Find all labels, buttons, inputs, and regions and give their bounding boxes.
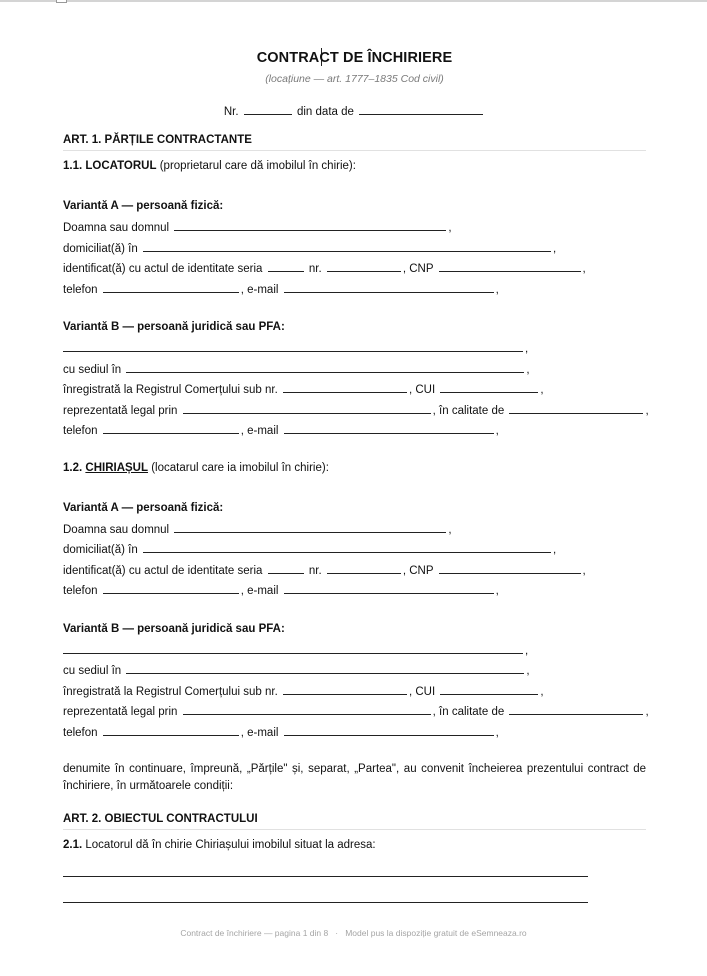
locator-a-idnr-blank[interactable] [327, 260, 401, 272]
chirias-b-company-line [63, 642, 528, 658]
locator-b-email-blank[interactable] [284, 422, 494, 434]
locator-a-cnp-blank[interactable] [439, 260, 581, 272]
page-top-border [0, 0, 707, 2]
locator-b-registry-blank[interactable] [283, 381, 407, 393]
comma: , [552, 243, 557, 255]
comma: , [495, 585, 499, 597]
capacity-label: , în calitate de [432, 405, 505, 417]
id-label: identificat(ă) cu actul de identitate seria [63, 565, 263, 577]
chirias-b-registry-blank[interactable] [283, 683, 407, 695]
chirias-b-company-blank[interactable] [63, 642, 523, 654]
document-title[interactable]: CONTRACT DE ÎNCHIRIERE [256, 50, 453, 66]
email-label: , e-mail [240, 284, 279, 296]
comma: , [525, 645, 529, 657]
chirias-name: CHIRIAȘUL [85, 462, 149, 474]
comma: , [645, 405, 649, 417]
locator-b-contact-line [63, 422, 499, 438]
capacity-label: , în calitate de [432, 706, 505, 718]
locator-a-email-blank[interactable] [284, 281, 494, 293]
art2-1-text: Locatorul dă în chirie Chiriașului imobilul situat la adresa: [85, 839, 376, 851]
cnp-label: , CNP [402, 565, 434, 577]
phone-label: telefon [63, 284, 98, 296]
locator-variant-b-heading: Variantă B — persoană juridică sau PFA: [63, 321, 285, 333]
chirias-b-registry-line [63, 683, 544, 699]
nr-label: Nr. [223, 106, 239, 118]
date-label: din data de [296, 106, 354, 118]
chirias-a-name-blank[interactable] [174, 521, 446, 533]
art2-heading[interactable]: ART. 2. OBIECTUL CONTRACTULUI [63, 813, 646, 830]
chirias-a-series-blank[interactable] [268, 562, 304, 574]
locator-b-company-line [63, 340, 528, 356]
locator-a-series-blank[interactable] [268, 260, 304, 272]
locator-b-company-blank[interactable] [63, 340, 523, 352]
email-label: , e-mail [240, 727, 279, 739]
art2-1-num: 2.1. [63, 839, 83, 851]
id-label: identificat(ă) cu actul de identitate seria [63, 263, 263, 275]
locator-b-phone-blank[interactable] [103, 422, 239, 434]
nr-label: nr. [308, 263, 322, 275]
locator-b-representative-blank[interactable] [183, 402, 431, 414]
chirias-b-representative-line [63, 703, 649, 719]
art1-heading[interactable]: ART. 1. PĂRȚILE CONTRACTANTE [63, 134, 646, 151]
cui-label: , CUI [408, 686, 436, 698]
comma: , [645, 706, 649, 718]
locator-heading [63, 159, 356, 173]
chirias-a-address-blank[interactable] [143, 541, 551, 553]
cnp-label: , CNP [402, 263, 434, 275]
art2-1-line [63, 838, 376, 852]
locator-b-cui-blank[interactable] [440, 381, 538, 393]
cui-label: , CUI [408, 384, 436, 396]
chirias-a-phone-blank[interactable] [103, 582, 239, 594]
chirias-a-id-line [63, 562, 586, 578]
locator-desc: (proprietarul care dă imobilul în chirie): [159, 160, 356, 172]
comma: , [495, 727, 499, 739]
address-blank-2[interactable] [63, 902, 588, 903]
page-footer: Contract de închiriere — pagina 1 din 8 · Model pus la dispoziție gratuit de eSemneaza.ro [180, 928, 527, 938]
chirias-variant-b-heading: Variantă B — persoană juridică sau PFA: [63, 623, 285, 635]
document-subtitle[interactable]: (locațiune — art. 1777–1835 Cod civil) [265, 73, 444, 85]
comma: , [526, 665, 530, 677]
chirias-b-capacity-blank[interactable] [509, 703, 643, 715]
representative-label: reprezentată legal prin [63, 706, 178, 718]
registry-label: înregistrată la Registrul Comerțului sub nr. [63, 686, 278, 698]
locator-variant-a-heading: Variantă A — persoană fizică: [63, 200, 224, 212]
locator-b-representative-line [63, 402, 649, 418]
chirias-a-idnr-blank[interactable] [327, 562, 401, 574]
comma: , [540, 686, 544, 698]
comma: , [582, 565, 586, 577]
chirias-variant-a-heading: Variantă A — persoană fizică: [63, 502, 224, 514]
chirias-b-contact-line [63, 724, 499, 740]
comma: , [582, 263, 586, 275]
locator-b-capacity-blank[interactable] [509, 402, 643, 414]
chirias-a-name-line [63, 521, 452, 537]
locator-a-name-line [63, 219, 452, 235]
locator-name: LOCATORUL [85, 160, 157, 172]
chirias-b-representative-blank[interactable] [183, 703, 431, 715]
locator-b-seat-blank[interactable] [126, 361, 524, 373]
comma: , [526, 364, 530, 376]
comma: , [540, 384, 544, 396]
chirias-b-seat-blank[interactable] [126, 662, 524, 674]
email-label: , e-mail [240, 425, 279, 437]
nr-label: nr. [308, 565, 322, 577]
address-label: domiciliat(ă) în [63, 544, 138, 556]
locator-a-address-line [63, 240, 556, 256]
comma: , [495, 425, 499, 437]
locator-b-registry-line [63, 381, 544, 397]
phone-label: telefon [63, 585, 98, 597]
comma: , [495, 284, 499, 296]
comma: , [448, 524, 452, 536]
comma: , [525, 343, 529, 355]
address-label: domiciliat(ă) în [63, 243, 138, 255]
seat-label: cu sediul în [63, 364, 122, 376]
parties-paragraph[interactable]: denumite în continuare, împreună, „Părțile" și, separat, „Partea", au convenit încheierea prezentului contract de închiriere, în următoarele condiții: [63, 763, 646, 792]
representative-label: reprezentată legal prin [63, 405, 178, 417]
nr-blank[interactable] [244, 103, 292, 115]
locator-num: 1.1. [63, 160, 83, 172]
locator-a-id-line [63, 260, 586, 276]
chirias-b-seat-line [63, 662, 530, 678]
chirias-a-cnp-blank[interactable] [439, 562, 581, 574]
locator-a-contact-line [63, 281, 499, 297]
chirias-a-address-line [63, 541, 556, 557]
comma: , [552, 544, 557, 556]
comma: , [448, 222, 452, 234]
email-label: , e-mail [240, 585, 279, 597]
locator-a-address-blank[interactable] [143, 240, 551, 252]
registry-label: înregistrată la Registrul Comerțului sub nr. [63, 384, 278, 396]
name-label: Doamna sau domnul [63, 222, 170, 234]
address-blank-1[interactable] [63, 876, 588, 877]
chirias-b-cui-blank[interactable] [440, 683, 538, 695]
chirias-a-email-blank[interactable] [284, 582, 494, 594]
locator-b-seat-line [63, 361, 530, 377]
chirias-a-contact-line [63, 582, 499, 598]
locator-a-name-blank[interactable] [174, 219, 446, 231]
chirias-desc: (locatarul care ia imobilul în chirie): [151, 462, 329, 474]
chirias-num: 1.2. [63, 462, 83, 474]
date-blank[interactable] [359, 103, 483, 115]
chirias-b-email-blank[interactable] [284, 724, 494, 736]
contract-number-line [63, 103, 646, 118]
seat-label: cu sediul în [63, 665, 122, 677]
name-label: Doamna sau domnul [63, 524, 170, 536]
phone-label: telefon [63, 727, 98, 739]
chirias-b-phone-blank[interactable] [103, 724, 239, 736]
phone-label: telefon [63, 425, 98, 437]
locator-a-phone-blank[interactable] [103, 281, 239, 293]
chirias-heading [63, 461, 329, 475]
page-corner-marker [56, 0, 67, 3]
